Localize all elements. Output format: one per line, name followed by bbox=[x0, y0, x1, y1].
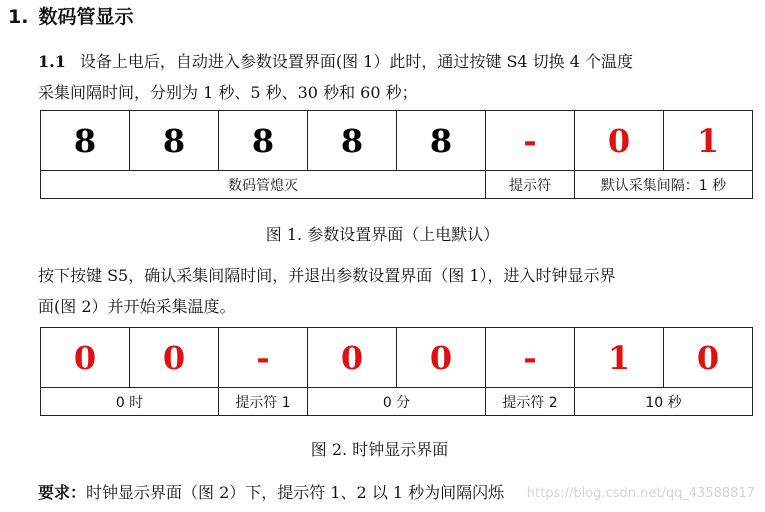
digit-2: 8 bbox=[130, 111, 219, 171]
digit-1: 0 bbox=[41, 328, 130, 388]
figure1-display-table bbox=[40, 110, 753, 199]
digit-4: 8 bbox=[308, 111, 397, 171]
digit-3: 8 bbox=[219, 111, 308, 171]
intro-line-2: 采集间隔时间，分别为 1 秒、5 秒、30 秒和 60 秒； bbox=[38, 83, 418, 102]
intro-paragraph bbox=[38, 46, 758, 108]
figure2-label-row bbox=[41, 388, 753, 416]
label-default-interval: 默认采集间隔：1 秒 bbox=[575, 171, 753, 199]
digit-2: 0 bbox=[130, 328, 219, 388]
digit-5: 8 bbox=[397, 111, 486, 171]
digit-8: 0 bbox=[664, 328, 753, 388]
figure2-caption: 图 2. 时钟显示界面 bbox=[310, 440, 449, 459]
second-paragraph bbox=[38, 260, 758, 322]
section-heading bbox=[8, 2, 133, 29]
label-prompt: 提示符 bbox=[486, 171, 575, 199]
watermark: https://blog.csdn.net/qq_43588817 bbox=[526, 486, 755, 501]
figure2-display-table bbox=[40, 327, 753, 416]
label-seconds: 10 秒 bbox=[575, 388, 753, 416]
figure2-digit-row bbox=[41, 328, 753, 388]
digit-4: 0 bbox=[308, 328, 397, 388]
label-prompt-1: 提示符 1 bbox=[219, 388, 308, 416]
digit-8: 1 bbox=[664, 111, 753, 171]
figure1-digit-row bbox=[41, 111, 753, 171]
para2-line-1: 按下按键 S5，确认采集间隔时间，并退出参数设置界面（图 1），进入时钟显示界 bbox=[38, 266, 616, 285]
subsection-number: 1.1 bbox=[38, 52, 66, 71]
figure1-label-row bbox=[41, 171, 753, 199]
para2-line-2: 面(图 2）并开始采集温度。 bbox=[38, 297, 236, 316]
digit-7: 1 bbox=[575, 328, 664, 388]
digit-3: - bbox=[219, 328, 308, 388]
section-title: 数码管显示 bbox=[38, 6, 134, 28]
label-prompt-2: 提示符 2 bbox=[486, 388, 575, 416]
digit-7: 0 bbox=[575, 111, 664, 171]
section-number: 1. bbox=[8, 6, 29, 28]
requirement-text: 时钟显示界面（图 2）下，提示符 1、2 以 1 秒为间隔闪烁 bbox=[86, 483, 505, 502]
label-digits-off: 数码管熄灭 bbox=[41, 171, 486, 199]
label-minutes: 0 分 bbox=[308, 388, 486, 416]
requirement-label: 要求： bbox=[38, 483, 87, 502]
label-hours: 0 时 bbox=[41, 388, 219, 416]
figure1-caption: 图 1. 参数设置界面（上电默认） bbox=[265, 225, 500, 244]
digit-6: - bbox=[486, 111, 575, 171]
requirement-line bbox=[38, 480, 504, 503]
digit-5: 0 bbox=[397, 328, 486, 388]
intro-line-1: 1.1 设备上电后，自动进入参数设置界面(图 1）此时，通过按键 S4 切换 4 个温度 bbox=[38, 52, 634, 71]
digit-1: 8 bbox=[41, 111, 130, 171]
digit-6: - bbox=[486, 328, 575, 388]
